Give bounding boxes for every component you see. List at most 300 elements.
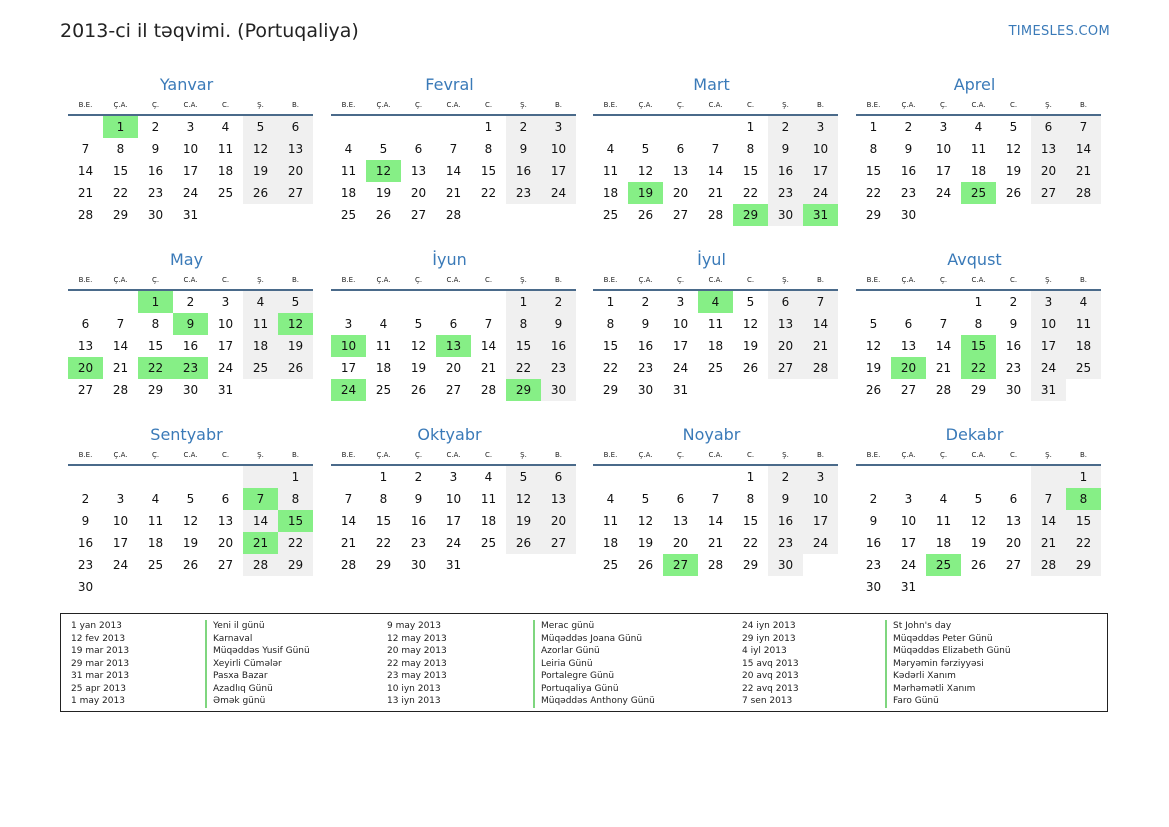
day-cell: 10 [445, 492, 462, 506]
legend-date: 22 avq 2013 [742, 683, 799, 694]
day-cell: 14 [935, 339, 952, 353]
day-cell: 13 [672, 164, 689, 178]
holiday-day-cell: 15 [278, 510, 313, 532]
day-cell: 29 [970, 383, 987, 397]
weekend-day-cell: 8 [278, 488, 313, 510]
day-cell: 12 [970, 514, 987, 528]
legend-date: 12 fev 2013 [71, 633, 126, 644]
weekend-day-cell: 16 [768, 160, 803, 182]
day-cell: 7 [81, 142, 90, 156]
weekday-label: C. [484, 101, 493, 109]
empty-day-cell [926, 204, 961, 226]
weekend-day-cell: 15 [506, 335, 541, 357]
day-cell: 1 [746, 470, 755, 484]
week-row [68, 335, 313, 357]
weekend-day-cell: 20 [768, 335, 803, 357]
weekday-label: B.E. [341, 276, 356, 284]
day-cell: 9 [1009, 317, 1018, 331]
day-cell: 11 [602, 514, 619, 528]
month-block [331, 249, 576, 401]
day-cell: 18 [340, 186, 357, 200]
day-cell: 3 [904, 492, 913, 506]
weekday-header [593, 99, 838, 116]
day-cell: 31 [217, 383, 234, 397]
day-cell: 9 [904, 142, 913, 156]
weekend-day-cell: 6 [768, 291, 803, 313]
day-cell: 16 [900, 164, 917, 178]
weekend-day-cell: 3 [803, 466, 838, 488]
week-row [593, 510, 838, 532]
month-name: İyun [432, 250, 467, 269]
month-block [593, 74, 838, 226]
empty-day-cell [138, 466, 173, 488]
holiday-day-cell: 21 [243, 532, 278, 554]
day-cell: 24 [217, 361, 234, 375]
week-row [68, 576, 313, 598]
week-row [331, 160, 576, 182]
day-cell: 2 [186, 295, 195, 309]
week-row [856, 160, 1101, 182]
day-cell: 2 [1009, 295, 1018, 309]
weekday-label: Ç.A. [901, 451, 916, 459]
day-cell: 13 [900, 339, 917, 353]
month-name: Avqust [947, 250, 1002, 269]
day-cell: 24 [182, 186, 199, 200]
weekend-day-cell: 13 [768, 313, 803, 335]
day-cell: 7 [939, 317, 948, 331]
week-row [856, 379, 1101, 401]
empty-day-cell [138, 576, 173, 598]
day-cell: 21 [112, 361, 129, 375]
day-cell: 3 [449, 470, 458, 484]
legend-holiday-name: St John's day [893, 621, 952, 631]
empty-day-cell [208, 466, 243, 488]
weekday-label: Ç.A. [376, 451, 391, 459]
weekday-header [856, 99, 1101, 116]
day-cell: 7 [484, 317, 493, 331]
empty-day-cell [698, 116, 733, 138]
weekday-label: C. [1009, 276, 1018, 284]
weekday-label: Ç. [414, 276, 423, 284]
day-cell: 30 [637, 383, 654, 397]
empty-day-cell [331, 466, 366, 488]
weekday-label: Ç. [151, 101, 160, 109]
day-cell: 13 [77, 339, 94, 353]
empty-day-cell [208, 204, 243, 226]
month-name: Dekabr [945, 425, 1004, 444]
day-cell: 6 [676, 142, 685, 156]
month-block [331, 424, 576, 576]
weekday-label: B.E. [603, 276, 618, 284]
day-cell: 8 [116, 142, 125, 156]
day-cell: 28 [935, 383, 952, 397]
legend-date: 13 iyn 2013 [387, 696, 441, 706]
weekday-label: Ç. [676, 451, 685, 459]
day-cell: 5 [974, 492, 983, 506]
day-cell: 19 [375, 186, 392, 200]
week-row [331, 204, 576, 226]
day-cell: 19 [970, 536, 987, 550]
month-name: İyul [697, 250, 726, 269]
week-row [68, 488, 313, 510]
weekend-day-cell: 19 [278, 335, 313, 357]
day-cell: 10 [900, 514, 917, 528]
weekend-day-cell: 6 [1031, 116, 1066, 138]
weekday-label: B.E. [866, 276, 881, 284]
day-cell: 27 [410, 208, 427, 222]
day-cell: 14 [707, 514, 724, 528]
weekday-label: Ç.A. [901, 276, 916, 284]
weekday-label: Ş. [1045, 276, 1052, 284]
day-cell: 30 [410, 558, 427, 572]
day-cell: 23 [1005, 361, 1022, 375]
month-block [68, 249, 313, 401]
day-cell: 16 [637, 339, 654, 353]
legend-holiday-name: Yeni il günü [213, 621, 265, 631]
weekend-day-cell: 7 [803, 291, 838, 313]
weekend-day-cell: 29 [278, 554, 313, 576]
week-row [331, 510, 576, 532]
weekend-day-cell: 14 [243, 510, 278, 532]
weekend-day-cell: 23 [768, 182, 803, 204]
day-cell: 24 [900, 558, 917, 572]
empty-day-cell [243, 379, 278, 401]
holiday-day-cell: 23 [173, 357, 208, 379]
weekday-label: C.A. [971, 451, 986, 459]
empty-day-cell [593, 466, 628, 488]
day-cell: 18 [707, 339, 724, 353]
day-cell: 16 [1005, 339, 1022, 353]
weekday-label: B. [291, 276, 300, 284]
holiday-day-cell: 10 [331, 335, 366, 357]
holiday-day-cell: 1 [138, 291, 173, 313]
empty-day-cell [996, 576, 1031, 598]
weekday-label: B. [816, 276, 825, 284]
day-cell: 15 [865, 164, 882, 178]
empty-day-cell [471, 204, 506, 226]
empty-day-cell [663, 116, 698, 138]
day-cell: 11 [340, 164, 357, 178]
day-cell: 25 [147, 558, 164, 572]
weekday-label: B.E. [341, 101, 356, 109]
weekday-label: C.A. [708, 451, 723, 459]
day-cell: 15 [375, 514, 392, 528]
holiday-day-cell: 22 [138, 357, 173, 379]
legend-date: 29 mar 2013 [71, 658, 130, 669]
legend-date: 20 may 2013 [387, 646, 447, 656]
empty-day-cell [1031, 466, 1066, 488]
empty-day-cell [628, 116, 663, 138]
day-cell: 15 [112, 164, 129, 178]
weekend-day-cell: 30 [768, 554, 803, 576]
weekend-day-cell: 24 [803, 532, 838, 554]
weekday-label: Ç.A. [638, 451, 653, 459]
empty-day-cell [331, 116, 366, 138]
brand-link[interactable]: TIMESLES.COM [1008, 24, 1110, 39]
empty-day-cell [103, 576, 138, 598]
legend-holiday-name: Müqəddəs Peter Günü [893, 633, 993, 644]
week-row [68, 313, 313, 335]
day-cell: 22 [602, 361, 619, 375]
day-cell: 24 [112, 558, 129, 572]
weekend-day-cell: 10 [1031, 313, 1066, 335]
day-cell: 26 [182, 558, 199, 572]
legend-names-1 [205, 620, 310, 708]
day-cell: 19 [410, 361, 427, 375]
weekday-label: C.A. [183, 451, 198, 459]
weekday-label: Ş. [782, 101, 789, 109]
weekday-label: Ç. [676, 101, 685, 109]
day-cell: 30 [147, 208, 164, 222]
empty-day-cell [768, 379, 803, 401]
weekday-label: Ş. [257, 451, 264, 459]
weekend-day-cell: 7 [1031, 488, 1066, 510]
day-cell: 28 [77, 208, 94, 222]
weekday-label: Ç. [939, 451, 948, 459]
weekday-label: Ç.A. [638, 101, 653, 109]
day-cell: 9 [414, 492, 423, 506]
legend-dates-3 [742, 620, 799, 708]
weekday-label: Ç.A. [113, 451, 128, 459]
day-cell: 12 [865, 339, 882, 353]
week-row [856, 466, 1101, 488]
day-cell: 30 [900, 208, 917, 222]
day-cell: 3 [676, 295, 685, 309]
weekend-day-cell: 18 [243, 335, 278, 357]
day-cell: 26 [865, 383, 882, 397]
weekend-day-cell: 12 [506, 488, 541, 510]
day-cell: 17 [445, 514, 462, 528]
day-cell: 25 [480, 536, 497, 550]
week-row [856, 510, 1101, 532]
day-cell: 16 [147, 164, 164, 178]
holiday-day-cell: 19 [628, 182, 663, 204]
weekend-day-cell: 31 [1031, 379, 1066, 401]
day-cell: 31 [182, 208, 199, 222]
weekend-day-cell: 16 [506, 160, 541, 182]
weekend-day-cell: 5 [243, 116, 278, 138]
empty-day-cell [366, 291, 401, 313]
empty-day-cell [401, 291, 436, 313]
month-name: Sentyabr [150, 425, 223, 444]
legend-date: 23 may 2013 [387, 671, 447, 681]
day-cell: 15 [742, 514, 759, 528]
day-cell: 16 [182, 339, 199, 353]
weekend-day-cell: 17 [1031, 335, 1066, 357]
weekend-day-cell: 26 [278, 357, 313, 379]
month-block [856, 249, 1101, 401]
day-cell: 6 [414, 142, 423, 156]
day-cell: 27 [77, 383, 94, 397]
weekend-day-cell: 22 [1066, 532, 1101, 554]
week-row [68, 160, 313, 182]
weekday-label: Ç. [414, 451, 423, 459]
legend-holiday-name: Faro Günü [893, 696, 939, 706]
day-cell: 2 [869, 492, 878, 506]
weekend-day-cell: 13 [278, 138, 313, 160]
weekday-header [331, 449, 576, 466]
day-cell: 23 [77, 558, 94, 572]
weekend-day-cell: 2 [506, 116, 541, 138]
empty-day-cell [366, 116, 401, 138]
weekday-label: C.A. [708, 276, 723, 284]
day-cell: 11 [602, 164, 619, 178]
weekend-day-cell: 26 [506, 532, 541, 554]
weekday-label: Ç.A. [113, 101, 128, 109]
empty-day-cell [173, 466, 208, 488]
weekend-day-cell: 27 [1031, 182, 1066, 204]
weekday-label: C.A. [183, 276, 198, 284]
weekday-label: Ç.A. [113, 276, 128, 284]
weekday-label: Ç. [151, 451, 160, 459]
week-row [68, 204, 313, 226]
week-row [68, 554, 313, 576]
month-block [331, 74, 576, 226]
weekday-header [331, 274, 576, 291]
weekend-day-cell: 2 [768, 116, 803, 138]
day-cell: 25 [375, 383, 392, 397]
weekend-day-cell: 10 [541, 138, 576, 160]
week-row [593, 160, 838, 182]
empty-day-cell [733, 379, 768, 401]
day-cell: 26 [410, 383, 427, 397]
day-cell: 23 [865, 558, 882, 572]
weekend-day-cell: 25 [243, 357, 278, 379]
empty-day-cell [1031, 576, 1066, 598]
day-cell: 23 [147, 186, 164, 200]
weekend-day-cell: 11 [1066, 313, 1101, 335]
weekday-header [593, 274, 838, 291]
weekend-day-cell: 5 [506, 466, 541, 488]
weekday-label: B.E. [78, 451, 93, 459]
weekend-day-cell: 20 [1031, 160, 1066, 182]
day-cell: 25 [602, 208, 619, 222]
weekend-day-cell: 6 [278, 116, 313, 138]
empty-day-cell [278, 576, 313, 598]
week-row [593, 116, 838, 138]
week-row [68, 291, 313, 313]
weekday-label: B. [1079, 276, 1088, 284]
holiday-day-cell: 24 [331, 379, 366, 401]
weekend-day-cell: 22 [278, 532, 313, 554]
day-cell: 6 [1009, 492, 1018, 506]
weekday-label: Ş. [257, 276, 264, 284]
day-cell: 25 [707, 361, 724, 375]
weekday-label: C.A. [971, 101, 986, 109]
weekday-label: Ç. [939, 276, 948, 284]
month-name: Noyabr [682, 425, 741, 444]
empty-day-cell [803, 379, 838, 401]
weekend-day-cell: 23 [506, 182, 541, 204]
legend-holiday-name: Portuqaliya Günü [541, 683, 619, 694]
empty-day-cell [961, 466, 996, 488]
empty-day-cell [1066, 576, 1101, 598]
day-cell: 22 [742, 536, 759, 550]
day-cell: 8 [151, 317, 160, 331]
weekday-label: B. [816, 451, 825, 459]
day-cell: 20 [672, 536, 689, 550]
weekday-header [331, 99, 576, 116]
month-name: Fevral [425, 75, 474, 94]
legend-holiday-name: Pasxa Bazar [213, 671, 268, 681]
legend-date: 24 iyn 2013 [742, 621, 796, 631]
weekend-day-cell: 27 [278, 182, 313, 204]
weekday-label: Ç. [151, 276, 160, 284]
weekend-day-cell: 13 [541, 488, 576, 510]
day-cell: 7 [449, 142, 458, 156]
day-cell: 27 [217, 558, 234, 572]
weekday-label: C. [484, 451, 493, 459]
empty-day-cell [173, 576, 208, 598]
week-row [856, 532, 1101, 554]
legend-holiday-name: Karnaval [213, 633, 253, 644]
day-cell: 10 [935, 142, 952, 156]
empty-day-cell [593, 116, 628, 138]
day-cell: 21 [340, 536, 357, 550]
week-row [593, 335, 838, 357]
weekend-day-cell: 28 [803, 357, 838, 379]
day-cell: 2 [904, 120, 913, 134]
legend-dates-2 [387, 620, 447, 708]
day-cell: 18 [602, 186, 619, 200]
day-cell: 31 [672, 383, 689, 397]
page-title: 2013-ci il təqvimi. (Portuqaliya) [60, 20, 359, 42]
holiday-day-cell: 29 [733, 204, 768, 226]
empty-day-cell [68, 291, 103, 313]
day-cell: 2 [641, 295, 650, 309]
holiday-day-cell: 12 [366, 160, 401, 182]
day-cell: 17 [182, 164, 199, 178]
day-cell: 4 [606, 142, 615, 156]
legend-holiday-name: Müqəddəs Yusif Günü [213, 646, 310, 656]
empty-day-cell [856, 291, 891, 313]
weekend-day-cell: 23 [541, 357, 576, 379]
weekday-header [68, 99, 313, 116]
week-row [593, 204, 838, 226]
weekend-day-cell: 24 [541, 182, 576, 204]
weekend-day-cell: 8 [506, 313, 541, 335]
week-row [593, 291, 838, 313]
empty-day-cell [856, 466, 891, 488]
holiday-day-cell: 9 [173, 313, 208, 335]
week-row [331, 379, 576, 401]
legend-date: 10 iyn 2013 [387, 683, 441, 694]
weekday-label: B.E. [603, 451, 618, 459]
weekday-label: B.E. [78, 101, 93, 109]
legend-holiday-name: Azorlar Günü [541, 646, 600, 656]
weekend-day-cell: 18 [1066, 335, 1101, 357]
weekday-label: C. [1009, 451, 1018, 459]
day-cell: 14 [480, 339, 497, 353]
week-row [331, 335, 576, 357]
weekend-day-cell: 14 [1031, 510, 1066, 532]
week-row [856, 357, 1101, 379]
empty-day-cell [541, 554, 576, 576]
month-block [593, 249, 838, 401]
day-cell: 15 [147, 339, 164, 353]
day-cell: 18 [970, 164, 987, 178]
weekday-header [593, 449, 838, 466]
day-cell: 5 [1009, 120, 1018, 134]
day-cell: 29 [865, 208, 882, 222]
week-row [856, 554, 1101, 576]
day-cell: 6 [81, 317, 90, 331]
day-cell: 22 [742, 186, 759, 200]
day-cell: 19 [1005, 164, 1022, 178]
weekday-label: C.A. [708, 101, 723, 109]
empty-day-cell [891, 466, 926, 488]
day-cell: 4 [151, 492, 160, 506]
